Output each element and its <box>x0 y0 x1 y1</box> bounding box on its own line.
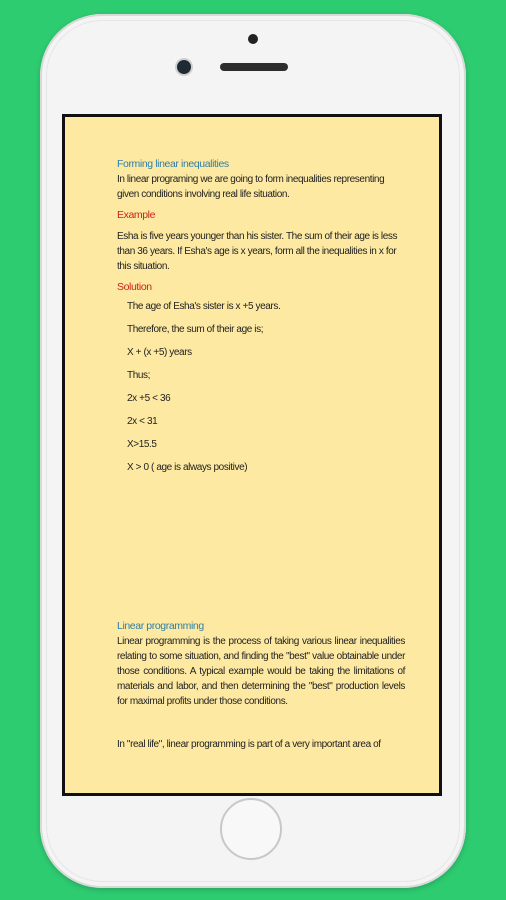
example-text: Esha is five years younger than his sister. The sum of their age is less than 36 years. If Esha's age is x years, form all the inequalities in x for this situation. <box>117 231 398 272</box>
intro-paragraph: In linear programing we are going to form inequalities representing given conditions involving real life situation. <box>117 174 385 200</box>
solution-line: 2x +5 < 36 <box>127 393 171 404</box>
blank-space <box>117 475 405 619</box>
front-camera-icon <box>177 60 191 74</box>
lesson-content <box>117 157 405 752</box>
earpiece-speaker <box>220 63 288 71</box>
section-title-forming-inequalities: Forming linear inequalities <box>117 158 229 170</box>
linear-programming-paragraph: Linear programming is the process of taking various linear inequalities relating to some situation, and finding the "best" value obtainable under those conditions. A typical example would be taking the limitations of materials and labor, and then determining the "best" production levels for maximal profits under those conditions. <box>117 636 405 707</box>
solution-line: X + (x +5) years <box>127 347 192 358</box>
blank-space <box>117 709 405 737</box>
phone-frame <box>40 14 466 888</box>
solution-line: Thus; <box>127 370 151 381</box>
phone-screen[interactable] <box>62 114 442 796</box>
solution-line: 2x < 31 <box>127 416 158 427</box>
section-title-linear-programming: Linear programming <box>117 620 204 632</box>
real-life-paragraph: In "real life", linear programming is part of a very important area of <box>117 739 381 750</box>
home-button[interactable] <box>220 798 282 860</box>
solution-heading: Solution <box>117 281 152 293</box>
solution-line: X > 0 ( age is always positive) <box>127 462 248 473</box>
proximity-sensor <box>248 34 258 44</box>
solution-line: X>15.5 <box>127 439 157 450</box>
solution-line: The age of Esha's sister is x +5 years. <box>127 301 281 312</box>
example-heading: Example <box>117 209 156 221</box>
solution-line: Therefore, the sum of their age is; <box>127 324 264 335</box>
